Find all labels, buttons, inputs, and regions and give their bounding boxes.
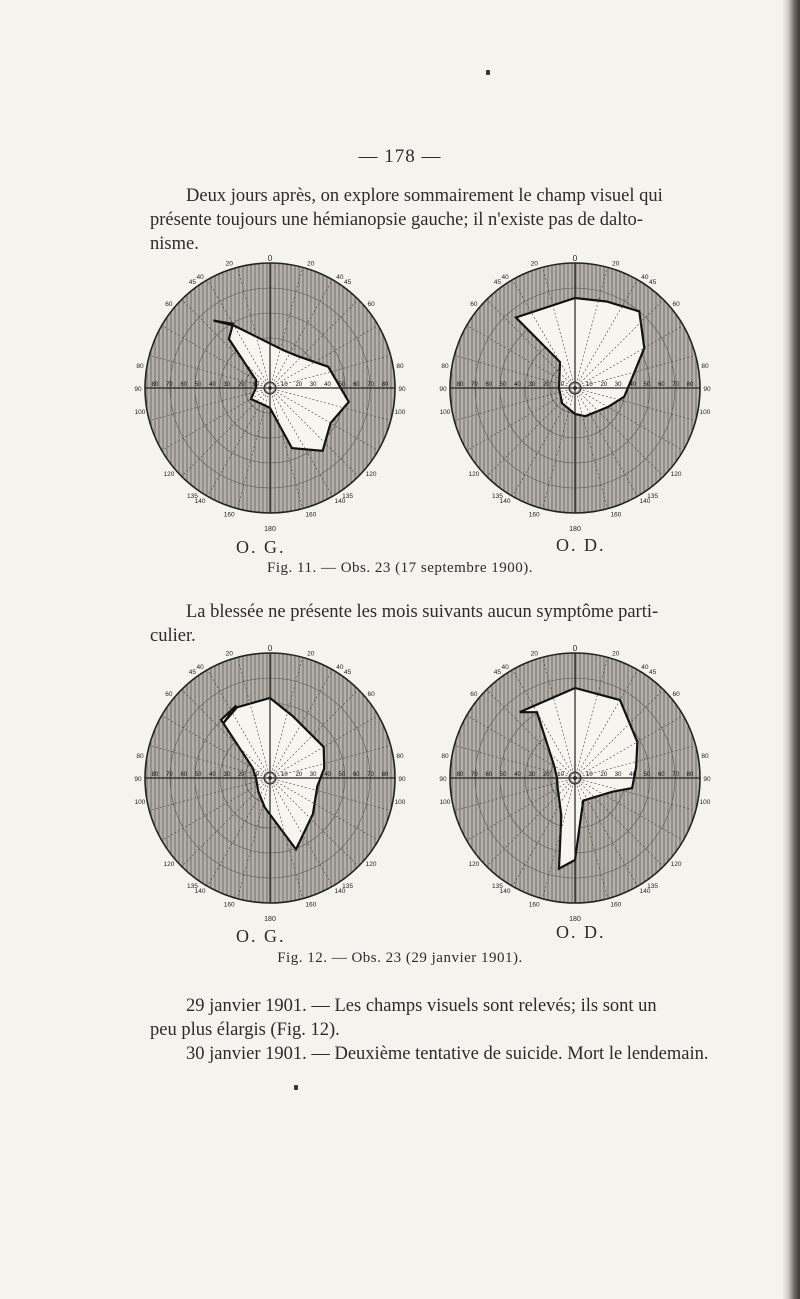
scan-speck	[486, 70, 490, 75]
perimeter-ring-label-left: 80	[136, 363, 144, 371]
perimeter-ring-label-right: 60	[367, 301, 375, 309]
perimeter-axis-label-left: 20	[237, 382, 245, 388]
perimeter-ring-label-right: 80	[396, 753, 404, 761]
perimeter-axis-label-right: 70	[672, 382, 679, 388]
fig12-left-eye-field	[130, 643, 420, 923]
perimeter-axis-label-right: 80	[381, 382, 389, 388]
perimeter-ring-label-right: 135	[342, 882, 354, 890]
perimeter-label-top: 0	[267, 644, 273, 653]
perimeter-axis-label-left: 10	[557, 772, 564, 778]
perimeter-axis-label-left: 80	[151, 772, 159, 778]
perimeter-ring-label-right: 160	[610, 511, 622, 519]
perimeter-ring-label-right: 40	[336, 664, 344, 672]
fig12-right-label: O. D.	[556, 922, 606, 942]
perimeter-ring-label-right: 100	[699, 408, 711, 416]
perimeter-ring-label-left: 60	[165, 691, 173, 699]
perimeter-ring-label-left: 20	[530, 260, 538, 268]
paragraph-2	[150, 600, 710, 648]
perimeter-axis-label-right: 70	[367, 382, 374, 388]
perimeter-ring-label-right: 45	[343, 669, 352, 677]
perimeter-axis-label-left: 30	[223, 772, 231, 778]
perimeter-axis-label-right: 30	[614, 772, 622, 778]
perimeter-axis-label-right: 20	[600, 772, 608, 778]
perimeter-ring-label-left: 140	[499, 497, 511, 505]
perimeter-axis-label-right: 50	[338, 382, 346, 388]
perimeter-axis-label-left: 50	[499, 772, 507, 778]
perimeter-ring-label-left: 20	[225, 260, 233, 268]
perimeter-chart-od-1	[435, 253, 725, 533]
perimeter-ring-label-left: 120	[163, 860, 175, 868]
perimeter-ring-label-right: 140	[639, 497, 651, 505]
perimeter-axis-label-left: 20	[542, 772, 550, 778]
perimeter-ring-label-left: 100	[134, 798, 146, 806]
perimeter-ring-label-left: 60	[165, 301, 173, 309]
perimeter-axis-label-left: 50	[194, 382, 202, 388]
perimeter-axis-label-left: 80	[456, 382, 464, 388]
perimeter-axis-label-right: 50	[643, 772, 651, 778]
perimeter-axis-label-right: 10	[586, 772, 593, 778]
perimeter-ring-label-right: 45	[648, 669, 657, 677]
paragraph-4-line-1: 30 janvier 1901. — Deuxième tentative de suicide. Mort le lendemain.	[186, 1044, 709, 1064]
fig12-right-eye-field	[435, 643, 725, 923]
perimeter-axis-label-left: 50	[194, 772, 202, 778]
perimeter-ring-label-right: 100	[699, 798, 711, 806]
perimeter-axis-label-left: 60	[180, 382, 188, 388]
perimeter-axis-label-left: 30	[528, 772, 536, 778]
perimeter-axis-label-left: 70	[166, 382, 173, 388]
perimeter-axis-label-left: 70	[166, 772, 173, 778]
perimeter-ring-label-left: 120	[163, 470, 175, 478]
perimeter-ring-label-left: 100	[439, 408, 451, 416]
perimeter-ring-label-left: 90	[134, 386, 142, 393]
perimeter-ring-label-left: 160	[223, 901, 235, 909]
perimeter-ring-label-left: 160	[528, 901, 540, 909]
perimeter-ring-label-right: 135	[647, 492, 659, 500]
perimeter-ring-label-right: 60	[672, 691, 680, 699]
perimeter-axis-label-right: 10	[281, 772, 288, 778]
perimeter-ring-label-left: 80	[441, 363, 449, 371]
paragraph-3-line-2: peu plus élargis (Fig. 12).	[150, 1020, 340, 1040]
perimeter-ring-label-right: 140	[334, 887, 346, 895]
perimeter-label-bottom: 180	[264, 916, 276, 923]
perimeter-axis-label-left: 80	[456, 772, 464, 778]
perimeter-ring-label-right: 135	[647, 882, 659, 890]
perimeter-ring-label-left: 40	[196, 274, 204, 282]
perimeter-ring-label-left: 80	[136, 753, 144, 761]
perimeter-ring-label-left: 140	[194, 497, 206, 505]
perimeter-ring-label-right: 120	[365, 860, 377, 868]
perimeter-ring-label-right: 135	[342, 492, 354, 500]
perimeter-axis-label-right: 60	[657, 382, 665, 388]
fig12-caption: Fig. 12. — Obs. 23 (29 janvier 1901).	[277, 950, 523, 966]
perimeter-ring-label-right: 80	[396, 363, 404, 371]
perimeter-axis-label-right: 40	[629, 382, 636, 388]
perimeter-ring-label-right: 45	[343, 279, 352, 287]
perimeter-ring-label-left: 40	[196, 664, 204, 672]
perimeter-ring-label-right: 60	[367, 691, 375, 699]
perimeter-axis-label-right: 40	[324, 772, 331, 778]
perimeter-axis-label-left: 20	[542, 382, 550, 388]
perimeter-ring-label-right: 120	[670, 470, 682, 478]
perimeter-ring-label-right: 90	[703, 776, 711, 783]
perimeter-axis-label-left: 30	[223, 382, 231, 388]
perimeter-ring-label-left: 45	[188, 669, 197, 677]
perimeter-axis-label-right: 70	[367, 772, 374, 778]
perimeter-ring-label-left: 135	[186, 492, 198, 500]
perimeter-axis-label-left: 40	[514, 772, 521, 778]
perimeter-ring-label-right: 160	[610, 901, 622, 909]
perimeter-axis-label-left: 10	[557, 382, 564, 388]
perimeter-ring-label-right: 20	[612, 260, 620, 268]
perimeter-ring-label-right: 140	[334, 497, 346, 505]
perimeter-ring-label-right: 45	[648, 279, 657, 287]
fig11-caption: Fig. 11. — Obs. 23 (17 septembre 1900).	[266, 560, 533, 576]
perimeter-ring-label-left: 120	[468, 860, 480, 868]
perimeter-ring-label-left: 20	[530, 650, 538, 658]
perimeter-ring-label-left: 140	[194, 887, 206, 895]
perimeter-axis-label-left: 30	[528, 382, 536, 388]
perimeter-ring-label-left: 160	[223, 511, 235, 519]
perimeter-ring-label-left: 45	[493, 279, 502, 287]
perimeter-ring-label-left: 40	[501, 274, 509, 282]
perimeter-axis-label-right: 30	[309, 772, 317, 778]
perimeter-ring-label-left: 135	[491, 882, 503, 890]
perimeter-axis-label-right: 30	[614, 382, 622, 388]
perimeter-axis-label-right: 60	[352, 772, 360, 778]
perimeter-ring-label-right: 90	[398, 776, 406, 783]
fig11-right-label: O. D.	[556, 535, 606, 555]
perimeter-ring-label-right: 40	[641, 274, 649, 282]
scan-speck	[294, 1085, 298, 1090]
perimeter-axis-label-right: 20	[295, 772, 303, 778]
perimeter-chart-og-2	[130, 643, 420, 923]
perimeter-label-top: 0	[572, 644, 578, 653]
perimeter-axis-label-left: 50	[499, 382, 507, 388]
perimeter-ring-label-right: 160	[305, 511, 317, 519]
perimeter-axis-label-left: 80	[151, 382, 159, 388]
perimeter-ring-label-left: 135	[186, 882, 198, 890]
paragraph-1-line-3: nisme.	[150, 234, 199, 254]
perimeter-ring-label-left: 100	[134, 408, 146, 416]
perimeter-label-top: 0	[267, 254, 273, 263]
perimeter-ring-label-left: 60	[470, 691, 478, 699]
perimeter-ring-label-left: 120	[468, 470, 480, 478]
perimeter-axis-label-right: 20	[295, 382, 303, 388]
paragraph-3-line-1: 29 janvier 1901. — Les champs visuels sont relevés; ils sont un	[186, 996, 657, 1016]
perimeter-ring-label-left: 20	[225, 650, 233, 658]
perimeter-axis-label-right: 60	[657, 772, 665, 778]
perimeter-ring-label-left: 45	[493, 669, 502, 677]
perimeter-ring-label-left: 90	[439, 386, 447, 393]
perimeter-axis-label-right: 50	[338, 772, 346, 778]
perimeter-axis-label-right: 80	[686, 772, 694, 778]
perimeter-axis-label-right: 10	[586, 382, 593, 388]
perimeter-ring-label-left: 135	[491, 492, 503, 500]
perimeter-axis-label-right: 70	[672, 772, 679, 778]
perimeter-label-bottom: 180	[569, 526, 581, 533]
fig11-left-eye-field	[130, 253, 420, 533]
perimeter-ring-label-left: 40	[501, 664, 509, 672]
perimeter-ring-label-right: 20	[612, 650, 620, 658]
fig11-left-label: O. G.	[236, 537, 286, 557]
perimeter-ring-label-right: 40	[336, 274, 344, 282]
perimeter-axis-label-right: 60	[352, 382, 360, 388]
perimeter-axis-label-left: 60	[180, 772, 188, 778]
perimeter-axis-label-left: 60	[485, 382, 493, 388]
perimeter-label-top: 0	[572, 254, 578, 263]
perimeter-ring-label-left: 160	[528, 511, 540, 519]
fig12-left-label: O. G.	[236, 926, 286, 946]
perimeter-ring-label-right: 60	[672, 301, 680, 309]
perimeter-ring-label-right: 120	[365, 470, 377, 478]
perimeter-axis-label-right: 40	[324, 382, 331, 388]
perimeter-ring-label-left: 90	[134, 776, 142, 783]
perimeter-label-bottom: 180	[264, 526, 276, 533]
perimeter-axis-label-left: 70	[471, 382, 478, 388]
perimeter-ring-label-left: 45	[188, 279, 197, 287]
paragraph-2-line-1: La blessée ne présente les mois suivants aucun symptôme parti-	[186, 602, 659, 622]
perimeter-ring-label-right: 160	[305, 901, 317, 909]
perimeter-axis-label-left: 10	[252, 382, 259, 388]
paragraph-1-line-2: présente toujours une hémianopsie gauche; il n'existe pas de dalto-	[150, 210, 643, 230]
perimeter-ring-label-left: 80	[441, 753, 449, 761]
perimeter-axis-label-right: 80	[381, 772, 389, 778]
page-edge-shadow	[782, 0, 800, 1299]
perimeter-ring-label-right: 100	[394, 798, 406, 806]
perimeter-ring-label-right: 40	[641, 664, 649, 672]
perimeter-ring-label-left: 140	[499, 887, 511, 895]
perimeter-axis-label-right: 50	[643, 382, 651, 388]
perimeter-axis-label-left: 70	[471, 772, 478, 778]
page-number: — 178 —	[358, 146, 442, 167]
perimeter-axis-label-right: 40	[629, 772, 636, 778]
perimeter-axis-label-left: 40	[209, 772, 216, 778]
perimeter-ring-label-left: 100	[439, 798, 451, 806]
perimeter-ring-label-right: 120	[670, 860, 682, 868]
perimeter-ring-label-right: 90	[703, 386, 711, 393]
perimeter-ring-label-right: 20	[307, 650, 315, 658]
perimeter-chart-og-1	[130, 253, 420, 533]
perimeter-ring-label-left: 90	[439, 776, 447, 783]
perimeter-label-bottom: 180	[569, 916, 581, 923]
perimeter-ring-label-right: 90	[398, 386, 406, 393]
perimeter-axis-label-right: 80	[686, 382, 694, 388]
perimeter-axis-label-left: 40	[514, 382, 521, 388]
paragraph-1-line-1: Deux jours après, on explore sommairement le champ visuel qui	[186, 186, 663, 206]
perimeter-axis-label-left: 20	[237, 772, 245, 778]
perimeter-axis-label-right: 20	[600, 382, 608, 388]
perimeter-chart-od-2	[435, 643, 725, 923]
perimeter-ring-label-right: 80	[701, 753, 709, 761]
perimeter-ring-label-right: 140	[639, 887, 651, 895]
perimeter-axis-label-right: 10	[281, 382, 288, 388]
perimeter-ring-label-left: 60	[470, 301, 478, 309]
perimeter-axis-label-left: 10	[252, 772, 259, 778]
perimeter-axis-label-right: 30	[309, 382, 317, 388]
perimeter-axis-label-left: 40	[209, 382, 216, 388]
fig11-right-eye-field	[435, 253, 725, 533]
perimeter-ring-label-right: 80	[701, 363, 709, 371]
paragraph-1	[150, 184, 710, 256]
perimeter-axis-label-left: 60	[485, 772, 493, 778]
perimeter-ring-label-right: 100	[394, 408, 406, 416]
perimeter-ring-label-right: 20	[307, 260, 315, 268]
paragraph-2-line-2: culier.	[150, 626, 196, 646]
paragraph-3	[150, 994, 710, 1066]
